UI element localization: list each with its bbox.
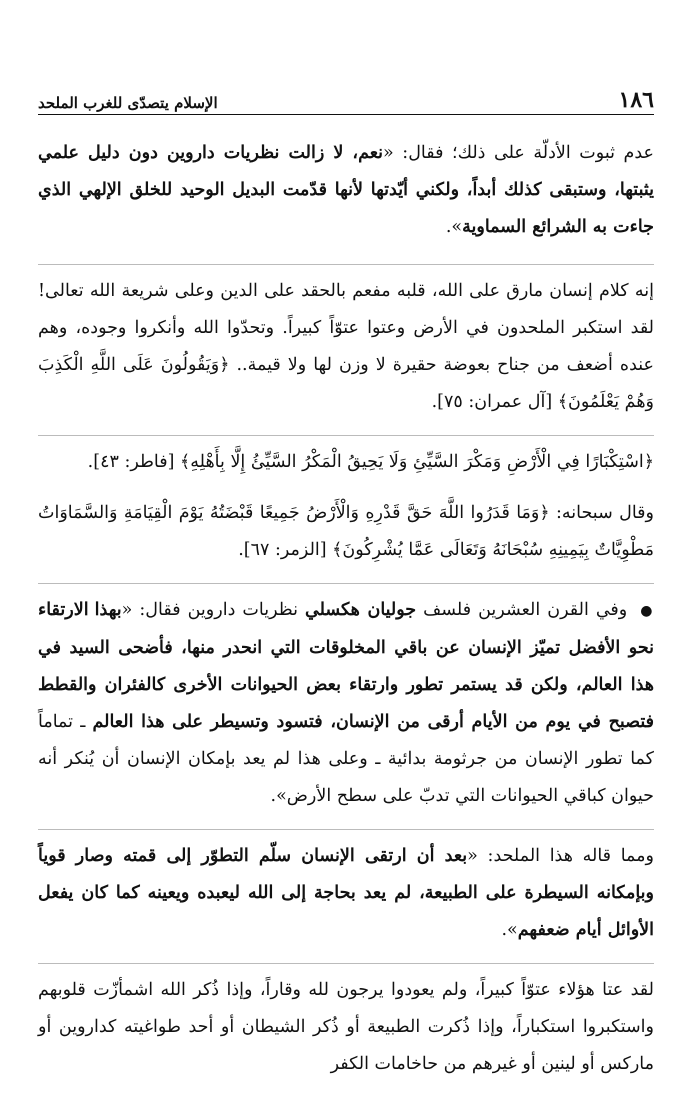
quran-verse: ﴿وَمَا قَدَرُوا اللَّهَ حَقَّ قَدْرِهِ وَالْأَرْضُ جَمِيعًا قَبْضَتُهُ يَوْمَ الْقِيَامَةِ وَالسَّمَاوَاتُ مَطْوِيَّاتٌ بِيَمِينِهِ سُبْحَانَهُ وَتَعَالَى عَمَّا يُشْرِكُونَ﴾ <box>38 503 654 560</box>
separator <box>38 583 654 584</box>
separator <box>38 435 654 436</box>
verse-reference: [آل عمران: ٧٥]. <box>431 392 558 412</box>
separator <box>38 963 654 964</box>
paragraph-verse-zumar: وقال سبحانه: ﴿وَمَا قَدَرُوا اللَّهَ حَقَّ قَدْرِهِ وَالْأَرْضُ جَمِيعًا قَبْضَتُهُ يَوْمَ الْقِيَامَةِ وَالسَّمَاوَاتُ مَطْوِيَّاتٌ بِيَمِينِهِ سُبْحَانَهُ وَتَعَالَى عَمَّا يُشْرِكُونَ﴾ [الزمر: ٦٧]. <box>38 503 654 560</box>
author-name: جوليان هكسلي <box>305 600 417 620</box>
running-title: الإسلام يتصدّى للغرب الملحد <box>38 94 224 112</box>
quote-bold: بعد أن ارتقى الإنسان سلّم التطوّر إلى قمته وصار قوياً وبإمكانه السيطرة على الطبيعة، لم يعد بحاجة إلى الله ليعبده ويعينه كما كان يفعل الأوائل أيام ضعفهم <box>38 846 654 940</box>
quran-verse: ﴿وَيَقُولُونَ عَلَى اللَّهِ الْكَذِبَ وَهُمْ يَعْلَمُونَ﴾ <box>38 355 654 412</box>
page-number: ١٨٦ <box>618 87 654 113</box>
verse-reference: [الزمر: ٦٧]. <box>238 540 333 560</box>
book-page <box>38 78 654 1097</box>
bullet-icon: ● <box>640 603 654 619</box>
quote-bold: نعم، لا زالت نظريات داروين دون دليل علمي يثبتها، وستبقى كذلك أبداً، ولكني أيّدتها لأنها قدّمت البديل الوحيد للخلق الإلهي الذي جاءت به الشرائع السماوية <box>38 143 654 237</box>
paragraph-verse-fatir <box>38 444 654 481</box>
paragraph-darwin-quote: عدم ثبوت الأدلّة على ذلك؛ فقال: «نعم، لا زالت نظريات داروين دون دليل علمي يثبتها، وستبقى كذلك أبداً، ولكني أيّدتها لأنها قدّمت البديل الوحيد للخلق الإلهي الذي جاءت به الشرائع السماوية». <box>38 143 654 237</box>
paragraph-commentary: إنه كلام إنسان مارق على الله، قلبه مفعم بالحقد على الدين وعلى شريعة الله تعالى! لقد استكبر الملحدون في الأرض وعتوا عتوّاً كبيراً. وتحدّوا الله وأنكروا وجوده، وهم عنده أضعف من جناح بعوضة حقيرة لا وزن لها ولا قيمة.. ﴿وَيَقُولُونَ عَلَى اللَّهِ الْكَذِبَ وَهُمْ يَعْلَمُونَ﴾ [آل عمران: ٧٥]. <box>38 281 654 412</box>
paragraph-conclusion: لقد عتا هؤلاء عتوّاً كبيراً، ولم يعودوا يرجون لله وقاراً، وإذا ذُكر الله اشمأزّت قلوبهم واستكبروا استكباراً، وإذا ذُكرت الطبيعة أو ذُكر الشيطان أو أحد طواغيته كداروين أو ماركس أو لينين أو غيرهم من حاخامات الكفر <box>38 980 654 1074</box>
separator <box>38 264 654 265</box>
verse-reference: [فاطر: ٤٣]. <box>87 452 181 472</box>
page-header <box>38 78 654 115</box>
paragraph-huxley: ● وفي القرن العشرين فلسف جوليان هكسلي نظريات داروين فقال: «بهذا الارتقاء نحو الأفضل تميّز الإنسان عن باقي المخلوقات التي انحدر منها، فأضحى السيد في هذا العالم، ولكن قد يستمر تطور وارتقاء بعض الحيوانات الأخرى كالفئران والقطط فتصبح في يوم من الأيام أرقى من الإنسان، فتسود وتسيطر على هذا العالم ـ تماماً كما تطور الإنسان من جرثومة بدائية ـ وعلى هذا لم يعد بإمكان الإنسان أن يُنكر أنه حيوان كباقي الحيوانات التي تدبّ على سطح الأرض». <box>38 600 655 806</box>
quote-bold: بهذا الارتقاء نحو الأفضل تميّز الإنسان عن باقي المخلوقات التي انحدر منها، فأضحى السيد في هذا العالم، ولكن قد يستمر تطور وارتقاء بعض الحيوانات الأخرى كالفئران والقطط فتصبح في يوم من الأيام أرقى من الإنسان، فتسود وتسيطر على هذا العالم <box>38 600 655 732</box>
paragraph-atheist-quote: ومما قاله هذا الملحد: «بعد أن ارتقى الإنسان سلّم التطوّر إلى قمته وصار قوياً وبإمكانه السيطرة على الطبيعة، لم يعد بحاجة إلى الله ليعبده ويعينه كما كان يفعل الأوائل أيام ضعفهم». <box>38 846 654 940</box>
quran-verse: ﴿اسْتِكْبَارًا فِي الْأَرْضِ وَمَكْرَ السَّيِّئِ وَلَا يَحِيقُ الْمَكْرُ السَّيِّئُ إِلَّا بِأَهْلِهِ﴾ <box>180 452 654 472</box>
separator <box>38 829 654 830</box>
